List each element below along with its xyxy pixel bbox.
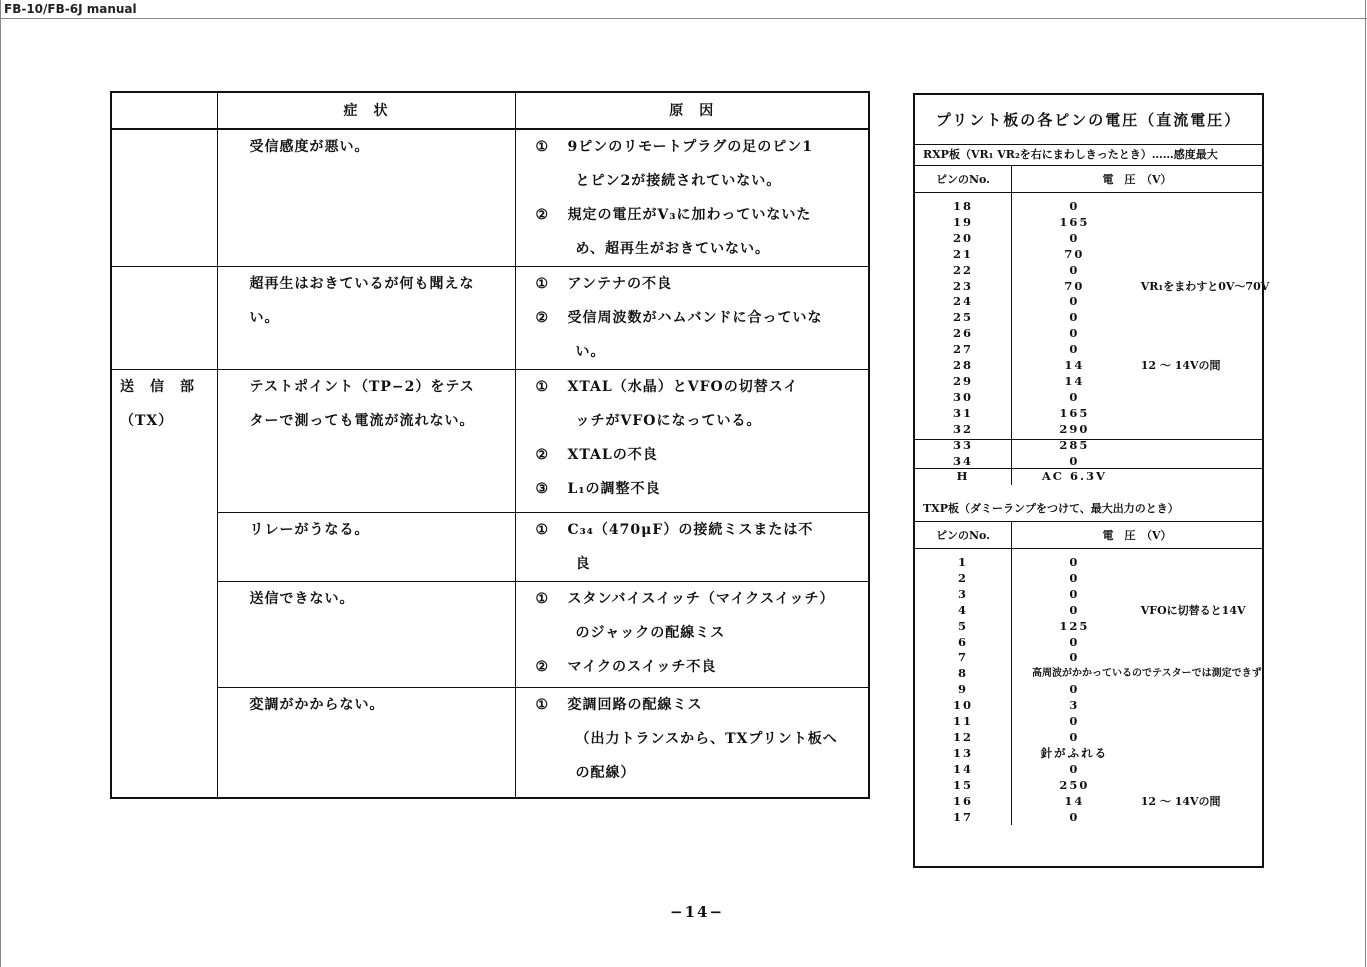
voltage-note [1137,438,1262,454]
voltage-row [915,635,1262,651]
pin-number: 7 [915,650,1012,666]
voltage-note [1137,778,1262,794]
voltage-note [1137,193,1262,215]
pin-number: 24 [915,294,1012,310]
header-cause-label: 原 因 [669,102,715,119]
voltage-value: 高周波がかかっているのでテスターでは測定できず [1032,668,1262,680]
left-border-line [0,0,1,967]
voltage-row [915,746,1262,762]
voltage-value: 290 [1059,421,1090,436]
pin-number: 2 [915,571,1012,587]
cause-item [536,438,851,472]
voltage-row [915,571,1262,587]
table-header-row [111,92,869,129]
pin-number: 23 [915,279,1012,295]
cause-text: C₃₄（470μF）の接続ミスまたは不 [567,522,814,538]
table-row [111,370,869,513]
header-category [111,92,217,129]
cause-number: ① [535,139,550,155]
header-cause [515,92,869,129]
symptom-cell: 変調がかからない。 [217,688,515,798]
txp-voltage-table [915,522,1262,825]
voltage-row [915,714,1262,730]
voltage-note [1137,422,1262,438]
troubleshooting-table [110,91,870,799]
voltage-value: 0 [1069,342,1080,357]
pin-number: 28 [915,358,1012,374]
cause-text: 規定の電圧がV₃に加わっていないた [567,207,812,223]
voltage-value: 285 [1059,437,1090,452]
cause-item [536,513,851,547]
pin-number: 26 [915,326,1012,342]
cause-text: L₁の調整不良 [567,481,661,497]
rxp-subtitle: RXP板（VR₁ VR₂を右にまわしきったとき）……感度最大 [915,145,1262,166]
cause-text: XTALの不良 [567,447,658,463]
voltage-row [915,263,1262,279]
voltage-row [915,326,1262,342]
cause-number: ② [535,310,550,326]
voltage-row [915,358,1262,374]
top-border-line [0,18,1367,19]
voltage-row [915,374,1262,390]
symptom-cell: 超再生はおきているが何も聞えない。 [217,267,515,370]
cause-cell [515,370,869,513]
pin-number: 3 [915,587,1012,603]
pin-number: 22 [915,263,1012,279]
cause-text: 受信周波数がハムバンドに合っていな [567,310,823,326]
voltage-note [1137,374,1262,390]
pin-number: 4 [915,603,1012,619]
cause-number: ② [535,447,550,463]
pin-number: 5 [915,619,1012,635]
voltage-value: 14 [1064,358,1085,373]
table-row [111,129,869,267]
cause-continuation: （出力トランスから、TXプリント板へ [575,731,838,747]
txp-col-volt: 電 圧 （V） [1012,522,1263,549]
pin-number: 13 [915,746,1012,762]
voltage-row [915,215,1262,231]
voltage-note [1137,587,1262,603]
pin-number: 31 [915,406,1012,422]
rxp-section [915,145,1270,484]
cause-number: ② [535,207,550,223]
voltage-row [915,762,1262,778]
cause-text: XTAL（水晶）とVFOの切替スイ [567,379,799,395]
voltage-row [915,619,1262,635]
voltage-row [915,730,1262,746]
cause-cell [515,129,869,267]
voltage-value: 3 [1069,698,1080,713]
voltage-note [1137,619,1262,635]
voltage-panel-title: プリント板の各ピンの電圧（直流電圧） [915,95,1262,145]
voltage-row [915,603,1262,619]
voltage-row [915,549,1262,571]
voltage-value: 0 [1069,634,1080,649]
voltage-note: VFOに切替ると14V [1140,603,1246,617]
pin-number: 30 [915,390,1012,406]
voltage-note [1137,294,1262,310]
voltage-note [1137,326,1262,342]
rxp-col-pin: ピンのNo. [915,166,1012,193]
txp-subtitle: TXP板（ダミーランプをつけて、最大出力のとき） [915,468,1262,522]
pin-number: 17 [915,810,1012,826]
pin-number: 32 [915,422,1012,438]
voltage-row [915,666,1262,682]
voltage-value: 0 [1069,729,1080,744]
cause-item [536,688,851,722]
voltage-row [915,342,1262,358]
cause-item [536,301,851,335]
cause-continuation: とピン2が接続されていない。 [575,173,782,189]
symptom-cell: テストポイント（TP−2）をテスターで測っても電流が流れない。 [217,370,515,513]
voltage-note [1137,247,1262,263]
page-number: −14− [670,903,725,921]
voltage-value: 0 [1069,570,1080,585]
cause-number: ① [535,276,550,292]
voltage-value: 針がふれる [1040,745,1109,760]
cause-cell [515,267,869,370]
voltage-value: 0 [1069,262,1080,277]
table-row [111,688,869,798]
voltage-value: 0 [1069,809,1080,824]
cause-number: ① [535,697,550,713]
voltage-row [915,247,1262,263]
pin-number: 1 [915,549,1012,571]
table-row [111,582,869,688]
cause-number: ① [535,522,550,538]
cause-number: ② [535,659,550,675]
txp-col-pin: ピンのNo. [915,522,1012,549]
cause-item [536,370,851,404]
voltage-value: 0 [1069,650,1080,665]
pin-number: 6 [915,635,1012,651]
voltage-value: 0 [1069,714,1080,729]
voltage-value: AC 6.3V [1041,469,1107,484]
pin-number: 21 [915,247,1012,263]
pin-number: 18 [915,193,1012,215]
voltage-value: 0 [1069,326,1080,341]
voltage-row [915,193,1262,215]
rxp-col-volt: 電 圧 （V） [1012,166,1263,193]
cause-text: アンテナの不良 [567,276,672,292]
voltage-value: 70 [1064,278,1085,293]
cause-cell [515,513,869,582]
symptom-cell: リレーがうなる。 [217,513,515,582]
cause-number: ③ [535,481,550,497]
voltage-note [1137,810,1262,826]
voltage-note [1137,714,1262,730]
voltage-value: 14 [1064,373,1085,388]
voltage-value: 0 [1069,602,1080,617]
right-border-line [1365,0,1366,967]
voltage-row [915,778,1262,794]
pin-number: 10 [915,698,1012,714]
cause-continuation: 良 [575,556,591,572]
voltage-value: 0 [1069,294,1080,309]
voltage-value: 0 [1069,682,1080,697]
cause-item [536,582,851,616]
voltage-row [915,438,1262,454]
voltage-note [1137,650,1262,666]
cause-continuation: い。 [575,344,606,360]
voltage-note [1137,215,1262,231]
pin-number: 16 [915,794,1012,810]
cause-item [536,130,851,164]
pin-number: 19 [915,215,1012,231]
category-cell [111,129,217,267]
voltage-row [915,794,1262,810]
cause-cell [515,688,869,798]
voltage-row [915,698,1262,714]
cause-item [536,198,851,232]
voltage-value: 14 [1064,793,1085,808]
pin-number: 33 [915,438,1012,454]
voltage-value: 0 [1069,230,1080,245]
voltage-note [1137,762,1262,778]
voltage-row [915,310,1262,326]
voltage-value: 0 [1069,199,1080,213]
voltage-value: 125 [1059,618,1090,633]
voltage-note [1137,746,1262,762]
pin-number: 29 [915,374,1012,390]
cause-number: ① [535,379,550,395]
pin-number: 20 [915,231,1012,247]
voltage-row [915,587,1262,603]
voltage-value: 0 [1069,586,1080,601]
table-row [111,267,869,370]
voltage-note [1137,390,1262,406]
voltage-value: 165 [1059,405,1090,420]
table-row [111,513,869,582]
voltage-note [1137,698,1262,714]
symptom-cell: 受信感度が悪い。 [217,129,515,267]
voltage-row [915,810,1262,826]
voltage-note [1137,406,1262,422]
header-symptom-label: 症 状 [343,102,389,119]
voltage-note [1137,730,1262,746]
voltage-row [915,406,1262,422]
voltage-note: 12 〜 14Vの間 [1140,359,1221,373]
voltage-note: 12 〜 14Vの間 [1140,794,1221,808]
voltage-row [915,294,1262,310]
voltage-row [915,650,1262,666]
voltage-row [915,390,1262,406]
cause-continuation: め、超再生がおきていない。 [575,241,770,257]
header-symptom [217,92,515,129]
voltage-panel [913,93,1270,868]
voltage-note [1137,571,1262,587]
voltage-value: 250 [1059,777,1090,792]
voltage-note [1137,263,1262,279]
cause-continuation: のジャックの配線ミス [575,625,726,641]
cause-cell [515,582,869,688]
pin-number: 25 [915,310,1012,326]
cause-item [536,650,851,684]
cause-item [536,472,851,506]
symptom-cell: 送信できない。 [217,582,515,688]
cause-continuation: の配線） [575,765,636,781]
voltage-note [1137,635,1262,651]
voltage-note [1137,231,1262,247]
pin-number: 14 [915,762,1012,778]
category-cell [111,267,217,370]
cause-text: スタンバイスイッチ（マイクスイッチ） [567,591,835,607]
voltage-note [1137,310,1262,326]
voltage-value: 0 [1069,310,1080,325]
txp-header-row [915,522,1262,549]
pin-number: 27 [915,342,1012,358]
rxp-voltage-table [915,166,1270,485]
voltage-value: 0 [1069,453,1080,468]
cause-text: マイクのスイッチ不良 [567,659,717,675]
document-header: FB-10/FB-6J manual [4,2,137,16]
pin-number: 15 [915,778,1012,794]
voltage-note: VR₁をまわすと0V〜70V [1140,279,1270,293]
voltage-note [1137,549,1262,571]
category-cell-tx: 送 信 部 （TX） [111,370,217,798]
voltage-value: 0 [1069,761,1080,776]
pin-number: H [915,469,1012,485]
cause-continuation: ッチがVFOになっている。 [575,413,762,429]
voltage-value: 165 [1059,214,1090,229]
voltage-row [915,279,1262,295]
pin-number: 34 [915,454,1012,470]
pin-number: 9 [915,682,1012,698]
pin-number: 8 [915,666,1012,682]
cause-item [536,267,851,301]
cause-number: ① [535,591,550,607]
pin-number: 11 [915,714,1012,730]
voltage-row [915,682,1262,698]
voltage-note [1137,342,1262,358]
pin-number: 12 [915,730,1012,746]
voltage-row [915,231,1262,247]
cause-text: 変調回路の配線ミス [567,697,703,713]
rxp-header-row [915,166,1262,193]
voltage-value: 0 [1069,555,1080,569]
voltage-row [915,422,1262,438]
voltage-value: 0 [1069,389,1080,404]
voltage-note [1137,682,1262,698]
voltage-value: 70 [1064,246,1085,261]
cause-text: 9ピンのリモートプラグの足のピン1 [567,139,814,155]
